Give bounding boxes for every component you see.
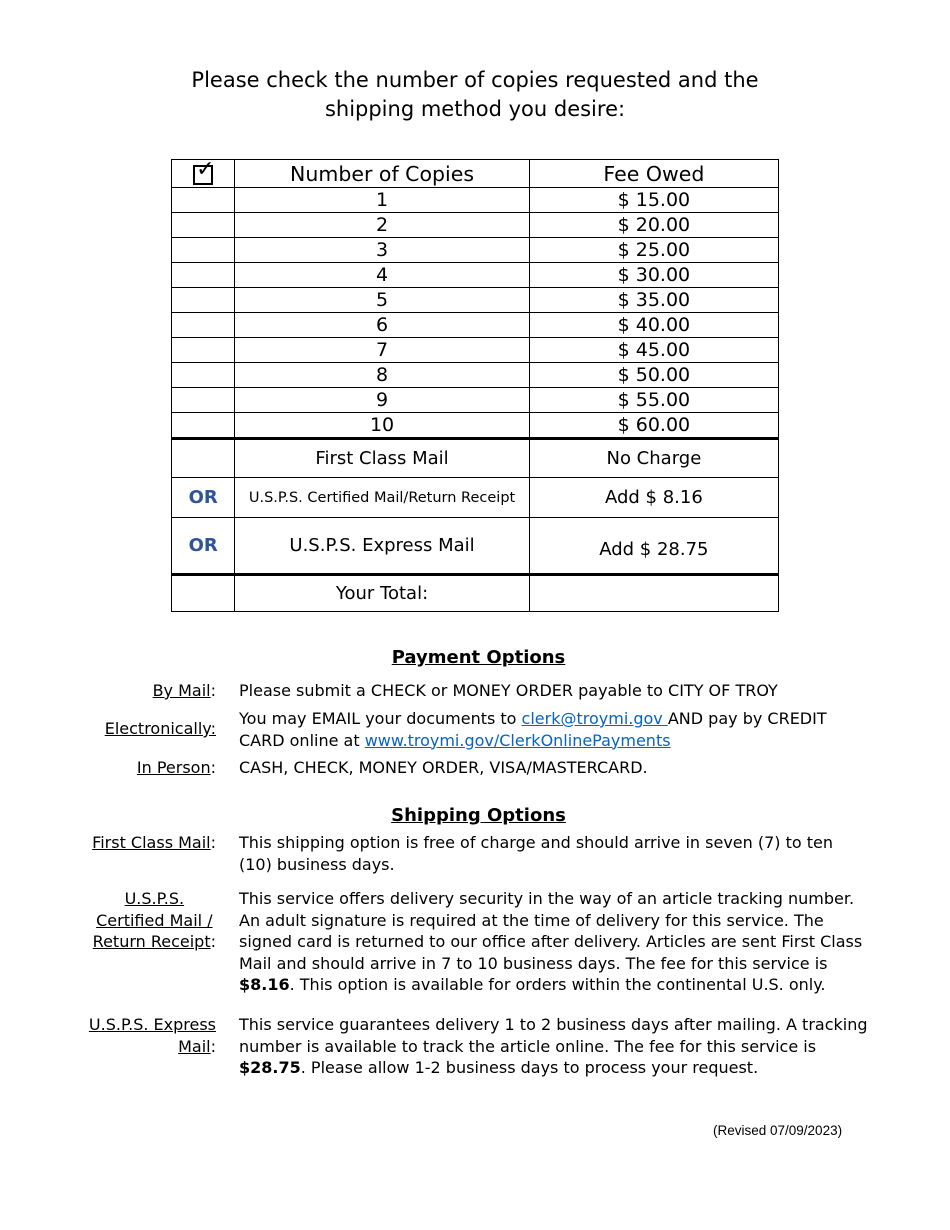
total-label: Your Total: [235, 575, 529, 612]
shipping-fee-cell: Add $ 28.75 [529, 518, 778, 575]
electronically-text: You may EMAIL your documents to clerk@troymi.gov AND pay by CREDIT CARD online at www.troymi.gov/ClerkOnlinePayments [239, 709, 827, 750]
express-label: U.S.P.S. Express Mail: [88, 1015, 216, 1056]
revision-date: (Revised 07/09/2023) [713, 1123, 843, 1138]
by-mail-text: Please submit a CHECK or MONEY ORDER payable to CITY OF TROY [239, 681, 778, 700]
certified-text: This service offers delivery security in the way of an article tracking number. An adult signature is required at the time of delivery for this service. The signed card is returned to our office after delivery. Articles are sent First Class Mail and should arrive in 7 to 10 business days. The fee for this service is $8.16. This option is available for orders within the continental U.S. only. [239, 889, 863, 994]
checkbox-cell[interactable] [172, 238, 235, 263]
shipping-method-cell: U.S.P.S. Certified Mail/Return Receipt [235, 478, 529, 518]
checkbox-cell[interactable] [172, 388, 235, 413]
electronically-label: Electronically: [104, 719, 216, 738]
shipping-row-express [172, 518, 779, 575]
fee-cell: $ 15.00 [529, 188, 778, 213]
table-header-row [172, 160, 779, 188]
table-row [172, 363, 779, 388]
shipping-row-first-class [172, 439, 779, 478]
table-row [172, 188, 779, 213]
copies-cell: 7 [235, 338, 529, 363]
shipping-fee-cell: No Charge [529, 439, 778, 478]
or-label[interactable]: OR [172, 478, 235, 518]
copies-cell: 9 [235, 388, 529, 413]
first-class-text: This shipping option is free of charge and should arrive in seven (7) to ten (10) business days. [239, 833, 834, 874]
in-person-text: CASH, CHECK, MONEY ORDER, VISA/MASTERCARD. [239, 758, 648, 777]
copies-cell: 8 [235, 363, 529, 388]
header-number-of-copies: Number of Copies [235, 160, 529, 188]
fee-cell: $ 45.00 [529, 338, 778, 363]
table-row [172, 288, 779, 313]
checkbox-cell[interactable] [172, 338, 235, 363]
table-row [172, 213, 779, 238]
checkbox-cell[interactable] [172, 288, 235, 313]
header-fee-owed: Fee Owed [529, 160, 778, 188]
fee-cell: $ 25.00 [529, 238, 778, 263]
copies-cell: 5 [235, 288, 529, 313]
checkbox-cell[interactable] [172, 263, 235, 288]
fee-cell: $ 55.00 [529, 388, 778, 413]
shipping-method-cell: First Class Mail [235, 439, 529, 478]
title-line-1: Please check the number of copies requested and the [191, 68, 759, 92]
shipping-row-certified [172, 478, 779, 518]
by-mail-label: By Mail: [152, 681, 216, 700]
total-row [172, 575, 779, 612]
copies-cell: 10 [235, 413, 529, 439]
first-class-label: First Class Mail: [92, 833, 216, 852]
table-row [172, 238, 779, 263]
fee-cell: $ 30.00 [529, 263, 778, 288]
total-empty-cell [172, 575, 235, 612]
copies-cell: 4 [235, 263, 529, 288]
fee-cell: $ 40.00 [529, 313, 778, 338]
checkbox-cell[interactable] [172, 413, 235, 439]
or-label[interactable]: OR [172, 518, 235, 575]
table-row [172, 413, 779, 439]
table-row [172, 338, 779, 363]
copies-cell: 2 [235, 213, 529, 238]
fee-table [171, 156, 779, 612]
shipping-method-cell: U.S.P.S. Express Mail [235, 518, 529, 575]
copies-cell: 6 [235, 313, 529, 338]
total-value-field[interactable] [529, 575, 778, 612]
title-line-2: shipping method you desire: [324, 97, 626, 121]
express-fee: $28.75 [239, 1058, 301, 1077]
shipping-fee-cell: Add $ 8.16 [529, 478, 778, 518]
certified-label: U.S.P.S. Certified Mail / Return Receipt: [92, 889, 216, 951]
fee-cell: $ 35.00 [529, 288, 778, 313]
fee-cell: $ 20.00 [529, 213, 778, 238]
online-payments-link[interactable]: www.troymi.gov/ClerkOnlinePayments [364, 730, 671, 750]
copies-cell: 1 [235, 188, 529, 213]
page-title [0, 66, 950, 124]
fee-cell: $ 60.00 [529, 413, 778, 439]
fee-cell: $ 50.00 [529, 363, 778, 388]
checkbox-cell[interactable] [172, 439, 235, 478]
checkbox-cell[interactable] [172, 213, 235, 238]
checkbox-icon: ✓ [193, 165, 213, 185]
shipping-options-heading: Shipping Options [391, 805, 566, 826]
checkbox-cell[interactable] [172, 363, 235, 388]
email-link[interactable]: clerk@troymi.gov [521, 709, 668, 728]
header-checkbox-cell [172, 156, 235, 188]
checkbox-cell[interactable] [172, 188, 235, 213]
table-row [172, 388, 779, 413]
payment-options-heading: Payment Options [391, 647, 566, 668]
table-row [172, 313, 779, 338]
in-person-label: In Person: [136, 758, 216, 777]
copies-cell: 3 [235, 238, 529, 263]
checkbox-cell[interactable] [172, 313, 235, 338]
table-row [172, 263, 779, 288]
express-text: This service guarantees delivery 1 to 2 business days after mailing. A tracking number is available to track the article online. The fee for this service is $28.75. Please allow 1-2 business days to process your request. [239, 1015, 868, 1077]
certified-fee: $8.16 [239, 975, 290, 994]
